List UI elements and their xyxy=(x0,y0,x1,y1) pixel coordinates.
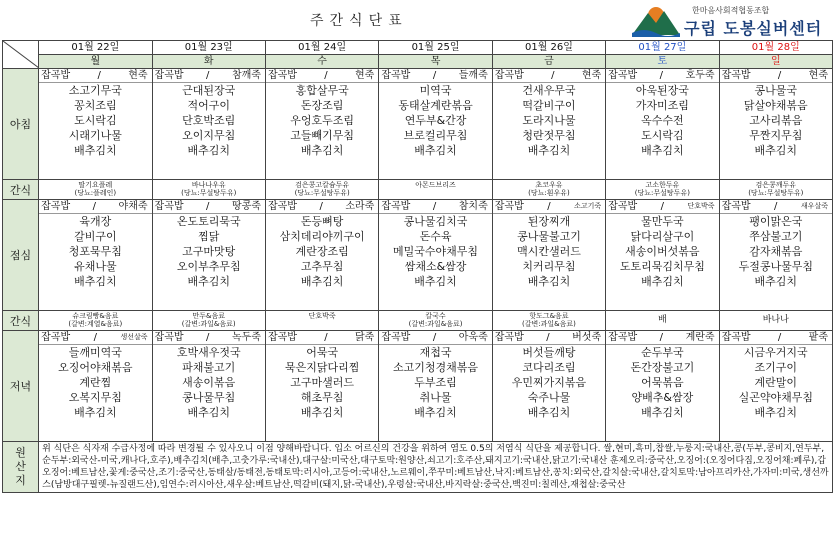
snack-alternative: (당뇨:흰우유) xyxy=(528,189,570,197)
menu-item: 청란젓무침 xyxy=(522,129,576,142)
menu-item: 물만두국 xyxy=(641,215,684,228)
snack1-label: 간식 xyxy=(3,180,39,200)
dinner-cell xyxy=(39,331,152,442)
dow-fri: 금 xyxy=(492,55,605,69)
snack-alternative: (당뇨:무설탕두유) xyxy=(181,189,237,197)
porridge-label: 생선살죽 xyxy=(120,333,148,341)
menu-item: 홍합살무국 xyxy=(295,84,349,97)
menu-item: 양배추&쌈장 xyxy=(631,391,694,404)
porridge-label: 호두죽 xyxy=(685,70,715,81)
menu-item: 팽이맑은국 xyxy=(749,215,803,228)
rice-label: 잡곡밥 xyxy=(494,201,524,212)
menu-item: 배추김치 xyxy=(300,144,344,157)
date-wed: 01월 24일 xyxy=(265,41,378,55)
rice-porridge-line xyxy=(720,200,832,214)
dow-tue: 화 xyxy=(152,55,265,69)
rice-porridge-line xyxy=(153,331,265,345)
rice-label: 잡곡밥 xyxy=(267,70,297,81)
menu-item: 배추김치 xyxy=(300,275,344,288)
origin-label-text: 원산지 xyxy=(15,446,26,487)
breakfast-cell xyxy=(379,69,492,180)
menu-item: 동태살계란볶음 xyxy=(398,99,473,112)
breakfast-cell xyxy=(719,69,832,180)
snack-alternative: (당뇨:무설탕두유) xyxy=(294,189,350,197)
menu-item: 어묵볶음 xyxy=(641,376,684,389)
snack-main: 딸기요플레 xyxy=(78,181,113,189)
porridge-label: 단호박죽 xyxy=(687,202,715,210)
separator: / xyxy=(97,70,101,81)
snack-main: 고소한두유 xyxy=(645,181,680,189)
separator: / xyxy=(432,201,437,212)
rice-porridge-line xyxy=(720,331,832,345)
snack-alternative: (당뇨:무설탕두유) xyxy=(634,189,690,197)
dinner-cell xyxy=(152,331,265,442)
mountain-sun-icon xyxy=(630,3,682,39)
menu-item: 묵은지닭다리찜 xyxy=(284,361,360,374)
menu-item: 치커리무침 xyxy=(522,260,576,273)
menu-item: 시금우거지국 xyxy=(743,346,808,359)
snack2-cell xyxy=(606,311,719,331)
rice-label: 잡곡밥 xyxy=(721,70,751,81)
snack1-row xyxy=(3,180,833,200)
menu-item: 취나물 xyxy=(419,391,452,404)
menu-item: 닭다리살구이 xyxy=(630,230,695,243)
menu-item: 배추김치 xyxy=(754,275,798,288)
snack-main: 초코우유 xyxy=(535,181,563,189)
menu-item: 코다리조림 xyxy=(522,361,576,374)
menu-item: 떡갈비구이 xyxy=(522,99,576,112)
lunch-cell xyxy=(379,200,492,311)
porridge-label: 소라죽 xyxy=(345,201,375,212)
snack2-label: 간식 xyxy=(3,311,39,331)
menu-item: 두절콩나물무침 xyxy=(738,260,813,273)
snack1-cell xyxy=(39,180,152,200)
snack-alternative: (갈변:과일&음료) xyxy=(408,320,463,328)
dinner-cell xyxy=(719,331,832,442)
snack-main: 검은콩깨두유 xyxy=(755,181,797,189)
date-thu: 01월 25일 xyxy=(379,41,492,55)
rice-porridge-line xyxy=(379,331,491,345)
dow-row xyxy=(3,55,833,69)
menu-item: 파채불고기 xyxy=(182,361,236,374)
porridge-label: 아욱죽 xyxy=(458,332,488,343)
rice-label: 잡곡밥 xyxy=(608,332,638,343)
separator: / xyxy=(206,70,210,81)
menu-item: 맥시칸샐러드 xyxy=(517,245,581,258)
dinner-cell xyxy=(606,331,719,442)
rice-porridge-line xyxy=(379,69,491,83)
rice-label: 잡곡밥 xyxy=(41,201,71,212)
separator: / xyxy=(319,201,323,212)
menu-item: 순두부국 xyxy=(641,346,684,359)
rice-label: 잡곡밥 xyxy=(721,201,751,212)
snack2-cell xyxy=(39,311,152,331)
menu-table xyxy=(2,40,833,493)
porridge-label: 녹두죽 xyxy=(231,332,261,343)
snack-alternative: (당뇨:플레인) xyxy=(74,189,117,197)
menu-item: 돈장조림 xyxy=(300,99,344,112)
porridge-label: 소고기죽 xyxy=(574,202,602,210)
dow-sun: 일 xyxy=(719,55,832,69)
menu-item: 콩나물김치국 xyxy=(403,215,468,228)
corner-cell xyxy=(3,41,39,69)
rice-label: 잡곡밥 xyxy=(41,332,71,343)
menu-item: 배추김치 xyxy=(527,144,571,157)
menu-item: 오이지무침 xyxy=(182,129,236,142)
menu-item: 메밀국수야채무침 xyxy=(393,245,479,258)
menu-item: 미역국 xyxy=(419,84,452,97)
menu-item: 새송이버섯볶음 xyxy=(625,245,700,258)
menu-item: 배추김치 xyxy=(414,275,457,288)
rice-label: 잡곡밥 xyxy=(154,332,184,343)
snack-main: 핫도그&음료 xyxy=(529,312,569,320)
menu-item: 고추무침 xyxy=(300,260,344,273)
menu-item: 계란찜 xyxy=(79,376,112,389)
rice-porridge-line xyxy=(39,200,151,214)
dow-thu: 목 xyxy=(379,55,492,69)
menu-item: 쌈채소&쌈장 xyxy=(404,260,467,273)
rice-porridge-line xyxy=(606,200,718,214)
menu-item: 시래기나물 xyxy=(68,129,122,142)
rice-label: 잡곡밥 xyxy=(154,201,184,212)
rice-porridge-line xyxy=(379,200,491,214)
menu-item: 숙주나물 xyxy=(527,391,571,404)
porridge-label: 야채죽 xyxy=(118,201,148,212)
lunch-label: 점심 xyxy=(3,200,39,311)
menu-item: 적어구이 xyxy=(187,99,230,112)
snack2-row xyxy=(3,311,833,331)
snack-alternative: (당뇨:무설탕두유) xyxy=(748,189,804,197)
menu-item: 배추김치 xyxy=(754,406,798,419)
menu-item: 닭살야채볶음 xyxy=(743,99,808,112)
rice-label: 잡곡밥 xyxy=(41,70,71,81)
menu-item: 해초무침 xyxy=(300,391,344,404)
rice-label: 잡곡밥 xyxy=(267,332,297,343)
rice-label: 잡곡밥 xyxy=(381,70,411,81)
menu-item: 조기구이 xyxy=(754,361,798,374)
date-fri: 01월 26일 xyxy=(492,41,605,55)
porridge-label: 현죽 xyxy=(808,70,828,81)
breakfast-label: 아침 xyxy=(3,69,39,180)
porridge-label: 팥죽 xyxy=(808,332,828,343)
menu-item: 계란말이 xyxy=(754,376,798,389)
menu-item: 우엉호두조림 xyxy=(290,114,355,127)
menu-item: 배추김치 xyxy=(641,144,684,157)
menu-item: 배추김치 xyxy=(527,275,571,288)
snack1-cell xyxy=(265,180,378,200)
menu-item: 고들빼기무침 xyxy=(290,129,355,142)
lunch-cell xyxy=(719,200,832,311)
menu-item: 배추김치 xyxy=(74,406,117,419)
snack2-cell xyxy=(265,311,378,331)
menu-item: 유채나물 xyxy=(74,260,117,273)
menu-item: 버섯들깨탕 xyxy=(522,346,576,359)
separator: / xyxy=(324,332,328,343)
menu-item: 계란장조림 xyxy=(295,245,349,258)
snack-alternative: (갈변:과일&음료) xyxy=(522,320,576,328)
rice-label: 잡곡밥 xyxy=(721,332,751,343)
dinner-row xyxy=(3,331,833,442)
menu-item: 배추김치 xyxy=(641,406,684,419)
breakfast-cell xyxy=(265,69,378,180)
menu-item: 단호박조림 xyxy=(182,114,236,127)
snack-main: 단호박죽 xyxy=(308,312,336,320)
menu-item: 돈등뼈탕 xyxy=(300,215,344,228)
rice-label: 잡곡밥 xyxy=(154,70,184,81)
porridge-label: 참깨죽 xyxy=(231,70,261,81)
menu-item: 도시락김 xyxy=(641,129,684,142)
menu-item: 근대된장국 xyxy=(182,84,236,97)
menu-item: 콩나물국 xyxy=(754,84,798,97)
menu-item: 배추김치 xyxy=(74,275,117,288)
date-sun: 01월 28일 xyxy=(719,41,832,55)
separator: / xyxy=(324,70,328,81)
rice-porridge-line xyxy=(153,69,265,83)
menu-item: 재첩국 xyxy=(419,346,452,359)
menu-item: 콩나물무침 xyxy=(182,391,236,404)
rice-porridge-line xyxy=(606,331,718,345)
rice-label: 잡곡밥 xyxy=(267,201,297,212)
menu-item: 배추김치 xyxy=(300,406,344,419)
snack1-cell xyxy=(606,180,719,200)
menu-item: 오징어야채볶음 xyxy=(58,361,133,374)
separator: / xyxy=(777,70,782,81)
corner-diagonal xyxy=(3,41,39,68)
porridge-label: 계란죽 xyxy=(685,332,715,343)
rice-porridge-line xyxy=(39,331,151,345)
separator: / xyxy=(206,201,210,212)
menu-item: 새송이볶음 xyxy=(182,376,236,389)
lunch-cell xyxy=(492,200,605,311)
menu-item: 우민찌가지볶음 xyxy=(511,376,587,389)
origin-label xyxy=(3,442,39,493)
menu-item: 배추김치 xyxy=(527,406,571,419)
separator: / xyxy=(659,332,664,343)
menu-item: 배추김치 xyxy=(754,144,798,157)
porridge-label: 땅콩죽 xyxy=(231,201,261,212)
lunch-cell xyxy=(39,200,152,311)
porridge-label: 버섯죽 xyxy=(572,332,602,343)
snack-main: 검은콩고칼슘두유 xyxy=(295,181,350,189)
menu-item: 육개장 xyxy=(79,215,112,228)
rice-porridge-line xyxy=(493,69,605,83)
menu-item: 온도토리묵국 xyxy=(176,215,241,228)
menu-item: 도토리묵김치무침 xyxy=(619,260,705,273)
porridge-label: 현죽 xyxy=(128,70,148,81)
separator: / xyxy=(432,70,437,81)
breakfast-cell xyxy=(152,69,265,180)
page-title: 주간식단표 xyxy=(310,13,408,29)
date-sat: 01월 27일 xyxy=(606,41,719,55)
menu-item: 꽁치조림 xyxy=(74,99,117,112)
porridge-label: 참치죽 xyxy=(458,201,488,212)
rice-label: 잡곡밥 xyxy=(608,70,638,81)
center-logo xyxy=(630,3,830,39)
dinner-cell xyxy=(265,331,378,442)
menu-item: 감자채볶음 xyxy=(749,245,803,258)
separator: / xyxy=(93,332,97,343)
snack2-cell xyxy=(719,311,832,331)
menu-item: 돈간장불고기 xyxy=(630,361,695,374)
rice-porridge-line xyxy=(266,331,378,345)
menu-item: 연두부&간장 xyxy=(404,114,467,127)
dinner-cell xyxy=(492,331,605,442)
rice-label: 잡곡밥 xyxy=(608,201,638,212)
menu-item: 가자미조림 xyxy=(635,99,689,112)
dow-sat: 토 xyxy=(606,55,719,69)
rice-porridge-line xyxy=(720,69,832,83)
snack1-cell xyxy=(719,180,832,200)
menu-item: 배추김치 xyxy=(74,144,117,157)
menu-item: 실곤약야채무침 xyxy=(738,391,813,404)
snack-main: 슈크림빵&음료 xyxy=(72,312,119,320)
page-header xyxy=(0,0,835,40)
porridge-label: 새우살죽 xyxy=(800,202,828,210)
separator: / xyxy=(774,201,778,212)
rice-label: 잡곡밥 xyxy=(381,201,411,212)
snack2-cell xyxy=(379,311,492,331)
date-mon: 01월 22일 xyxy=(39,41,152,55)
logo-org-name: 한마음사회적협동조합 xyxy=(692,6,770,15)
snack2-cell xyxy=(492,311,605,331)
snack-main: 칼국수 xyxy=(425,312,446,320)
lunch-cell xyxy=(606,200,719,311)
rice-porridge-line xyxy=(153,200,265,214)
menu-item: 도라지나물 xyxy=(522,114,576,127)
menu-item: 소고기무국 xyxy=(68,84,122,97)
menu-item: 오이부추무침 xyxy=(176,260,241,273)
porridge-label: 현죽 xyxy=(581,70,602,81)
rice-label: 잡곡밥 xyxy=(381,332,411,343)
rice-label: 잡곡밥 xyxy=(494,70,524,81)
menu-item: 배추김치 xyxy=(414,406,457,419)
menu-item: 고구마샐러드 xyxy=(290,376,355,389)
snack-alternative: (갈변:계열&음료) xyxy=(68,320,123,328)
rice-porridge-line xyxy=(266,69,378,83)
snack1-cell xyxy=(379,180,492,200)
porridge-label: 현죽 xyxy=(355,70,375,81)
menu-item: 브로컬리무침 xyxy=(403,129,468,142)
rice-porridge-line xyxy=(606,69,718,83)
breakfast-row xyxy=(3,69,833,180)
menu-item: 된장찌개 xyxy=(527,215,571,228)
separator: / xyxy=(660,201,664,212)
menu-item: 배추김치 xyxy=(187,144,230,157)
menu-item: 고사리볶음 xyxy=(749,114,803,127)
separator: / xyxy=(546,332,550,343)
snack-main: 아몬드브리즈 xyxy=(415,181,456,189)
snack1-cell xyxy=(152,180,265,200)
breakfast-cell xyxy=(39,69,152,180)
menu-item: 도시락김 xyxy=(74,114,117,127)
origin-row xyxy=(3,442,833,493)
snack-main: 배 xyxy=(658,315,667,325)
separator: / xyxy=(432,332,437,343)
snack-main: 바나나 xyxy=(762,315,789,325)
dow-wed: 수 xyxy=(265,55,378,69)
lunch-cell xyxy=(152,200,265,311)
menu-item: 콩나물불고기 xyxy=(517,230,581,243)
snack1-cell xyxy=(492,180,605,200)
menu-item: 고구마맛탕 xyxy=(182,245,236,258)
menu-item: 배추김치 xyxy=(187,406,230,419)
rice-porridge-line xyxy=(493,331,605,345)
rice-label: 잡곡밥 xyxy=(494,332,524,343)
menu-item: 삼치데리야끼구이 xyxy=(279,230,365,243)
origin-notice: 위 식단은 식자재 수급사정에 따라 변경될 수 있사오니 이점 양해바랍니다. 입소 어르신의 건강을 위하여 염도 0.5의 저염식 식단을 제공합니다. 쌀,현미,흑미,찹쌀,누룽지:국내산,콩(두부,콩비지,연두부,순두부:외국산-미국,캐나다,호주),배추김치(배추,고춧가루:국내산),대구살:미국산,대구토막:원양산,쇠고기:호주산,돼지고기:국내산,닭고기:국내산 훈제오리:중국산,오징어:(오징어다짐,오징어채:페루),갑오징어:베트남산,꽃게:중국산,조기:중국산,동태살/동태전,동태토막:러시아,고등어:국내산,노르웨이,쭈꾸미:베트남산,낙지:베트남산,꽁치:외국산,갈치살:국내산,갈치토막:남아프리카산,가자미:미국,생선까스(남방대구필렛-뉴질랜드산),임연수:러시아산,새우살:베트남산,떡갈비(돼지,닭-국내산),우렁살:국내산,바지락살:중국산,백진미:칠레산,재첩살:중국산 xyxy=(39,442,833,493)
menu-item: 건새우무국 xyxy=(522,84,576,97)
menu-item: 두부조림 xyxy=(414,376,457,389)
breakfast-cell xyxy=(492,69,605,180)
snack-main: 바나나우유 xyxy=(191,181,226,189)
menu-item: 호박새우젓국 xyxy=(176,346,241,359)
menu-item: 오복지무침 xyxy=(68,391,122,404)
lunch-row xyxy=(3,200,833,311)
lunch-cell xyxy=(265,200,378,311)
menu-item: 아욱된장국 xyxy=(635,84,689,97)
menu-item: 소고기청경채볶음 xyxy=(393,361,479,374)
separator: / xyxy=(777,332,782,343)
date-tue: 01월 23일 xyxy=(152,41,265,55)
rice-porridge-line xyxy=(39,69,151,83)
menu-item: 돈수육 xyxy=(419,230,452,243)
rice-porridge-line xyxy=(493,200,605,214)
snack-alternative: (갈변:과일&음료) xyxy=(181,320,236,328)
dinner-cell xyxy=(379,331,492,442)
logo-center-name: 구립 도봉실버센터 xyxy=(684,19,823,38)
menu-item: 배추김치 xyxy=(187,275,230,288)
separator: / xyxy=(547,201,551,212)
snack-main: 만두&음료 xyxy=(192,312,225,320)
separator: / xyxy=(659,70,664,81)
menu-item: 배추김치 xyxy=(414,144,457,157)
menu-item: 청포묵무침 xyxy=(68,245,122,258)
menu-item: 배추김치 xyxy=(641,275,684,288)
menu-item: 찜닭 xyxy=(198,230,220,243)
separator: / xyxy=(92,201,97,212)
separator: / xyxy=(206,332,210,343)
menu-item: 어묵국 xyxy=(306,346,339,359)
snack2-cell xyxy=(152,311,265,331)
separator: / xyxy=(551,70,555,81)
menu-item: 들깨미역국 xyxy=(68,346,122,359)
date-row xyxy=(3,41,833,55)
breakfast-cell xyxy=(606,69,719,180)
menu-item: 쭈삼불고기 xyxy=(749,230,803,243)
dinner-label: 저녁 xyxy=(3,331,39,442)
porridge-label: 들깨죽 xyxy=(458,70,488,81)
porridge-label: 닭죽 xyxy=(355,332,375,343)
menu-item: 옥수수전 xyxy=(641,114,684,127)
rice-porridge-line xyxy=(266,200,378,214)
dow-mon: 월 xyxy=(39,55,152,69)
menu-item: 무짠지무침 xyxy=(749,129,803,142)
menu-item: 갈비구이 xyxy=(74,230,117,243)
